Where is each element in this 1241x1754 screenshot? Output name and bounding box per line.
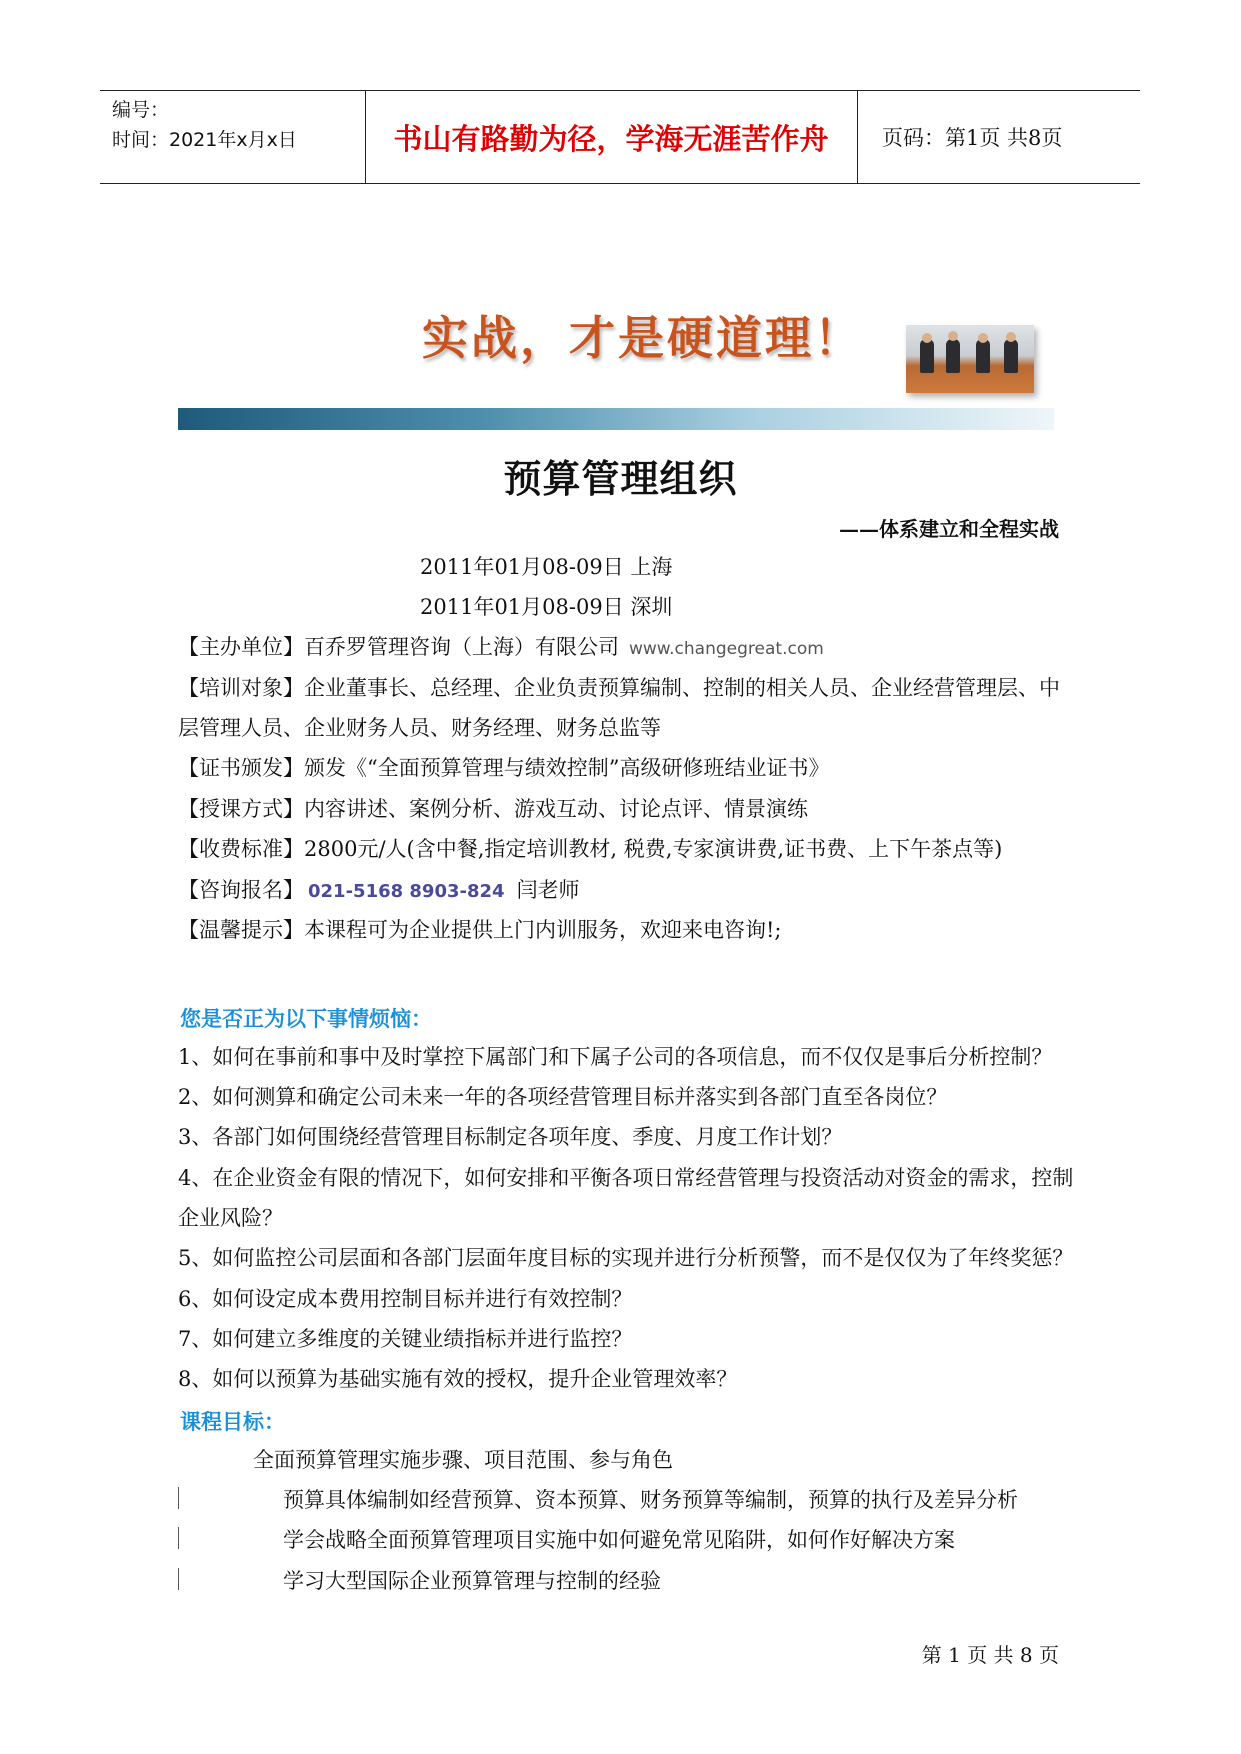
page-footer: 第 1 页 共 8 页 xyxy=(921,1643,1059,1667)
question-item: 8、如何以预算为基础实施有效的授权，提升企业管理效率？ xyxy=(178,1367,738,1391)
info-tips xyxy=(178,915,782,945)
header-divider xyxy=(857,91,858,183)
info-text: 颁发《“全面预算管理与绩效控制”高级研修班结业证书》 xyxy=(304,756,830,780)
questions-heading: 您是否正为以下事情烦恼： xyxy=(180,1007,432,1031)
objective-intro: 全面预算管理实施步骤、项目范围、参与角色 xyxy=(253,1448,673,1472)
bullet-marker xyxy=(178,1527,179,1549)
meeting-photo xyxy=(906,325,1034,393)
document-title: 预算管理组织 xyxy=(503,456,738,501)
contact-phone[interactable]: 021-5168 8903-824 xyxy=(308,881,505,902)
document-time: 时间：2021年x月x日 xyxy=(112,129,297,151)
objective-item: 学习大型国际企业预算管理与控制的经验 xyxy=(283,1569,661,1593)
info-certificate xyxy=(178,753,829,783)
website-link[interactable]: www.changegreat.com xyxy=(629,639,824,659)
info-text: 2800元/人(含中餐,指定培训教材, 税费,专家演讲费,证书费、上下午茶点等) xyxy=(304,837,1003,861)
objective-item: 预算具体编制如经营预算、资本预算、财务预算等编制，预算的执行及差异分析 xyxy=(283,1488,1018,1512)
info-label: 【咨询报名】 xyxy=(178,878,304,902)
session-date: 2011年01月08-09日 深圳 xyxy=(420,595,673,619)
info-audience-continued: 层管理人员、企业财务人员、财务经理、财务总监等 xyxy=(178,716,661,740)
objective-item: 学会战略全面预算管理项目实施中如何避免常见陷阱，如何作好解决方案 xyxy=(283,1528,955,1552)
info-contact xyxy=(178,875,580,907)
document-subtitle: ——体系建立和全程实战 xyxy=(839,517,1059,541)
document-number: 编号： xyxy=(112,99,170,121)
question-item: 7、如何建立多维度的关键业绩指标并进行监控？ xyxy=(178,1327,633,1351)
info-label: 【培训对象】 xyxy=(178,676,304,700)
bullet-marker xyxy=(178,1568,179,1590)
info-text: 内容讲述、案例分析、游戏互动、讨论点评、情景演练 xyxy=(304,797,808,821)
question-item: 1、如何在事前和事中及时掌控下属部门和下属子公司的各项信息，而不仅仅是事后分析控制？ xyxy=(178,1045,1053,1069)
session-date: 2011年01月08-09日 上海 xyxy=(420,555,673,579)
banner-gradient-bar xyxy=(178,408,1054,430)
bullet-marker xyxy=(178,1487,179,1509)
info-label: 【主办单位】 xyxy=(178,635,304,659)
question-item: 4、在企业资金有限的情况下，如何安排和平衡各项日常经营管理与投资活动对资金的需求，控制 xyxy=(178,1166,1074,1190)
info-text: 企业董事长、总经理、企业负责预算编制、控制的相关人员、企业经营管理层、中 xyxy=(304,676,1060,700)
info-organizer xyxy=(178,632,824,664)
objectives-heading: 课程目标： xyxy=(180,1410,285,1434)
banner-slogan: 实战，才是硬道理！ xyxy=(422,311,863,365)
info-audience xyxy=(178,673,1060,703)
question-item: 5、如何监控公司层面和各部门层面年度目标的实现并进行分析预警，而不是仅仅为了年终奖惩？ xyxy=(178,1246,1074,1270)
page-header xyxy=(100,90,1140,184)
banner-image xyxy=(178,280,1054,432)
header-page-info: 页码：第1页 共8页 xyxy=(882,126,1063,150)
info-label: 【授课方式】 xyxy=(178,797,304,821)
info-label: 【温馨提示】 xyxy=(178,918,304,942)
info-text: 百乔罗管理咨询（上海）有限公司 xyxy=(304,635,619,659)
header-meta xyxy=(112,95,297,155)
header-motto: 书山有路勤为径，学海无涯苦作舟 xyxy=(393,121,829,156)
question-item: 企业风险？ xyxy=(178,1206,283,1230)
question-item: 6、如何设定成本费用控制目标并进行有效控制？ xyxy=(178,1287,633,1311)
info-label: 【证书颁发】 xyxy=(178,756,304,780)
info-method xyxy=(178,794,808,824)
question-item: 2、如何测算和确定公司未来一年的各项经营管理目标并落实到各部门直至各岗位？ xyxy=(178,1085,948,1109)
question-item: 3、各部门如何围绕经营管理目标制定各项年度、季度、月度工作计划？ xyxy=(178,1125,843,1149)
info-label: 【收费标准】 xyxy=(178,837,304,861)
info-fee xyxy=(178,834,1002,864)
contact-person: 闫老师 xyxy=(516,878,580,902)
info-text: 本课程可为企业提供上门内训服务，欢迎来电咨询!; xyxy=(304,918,782,942)
